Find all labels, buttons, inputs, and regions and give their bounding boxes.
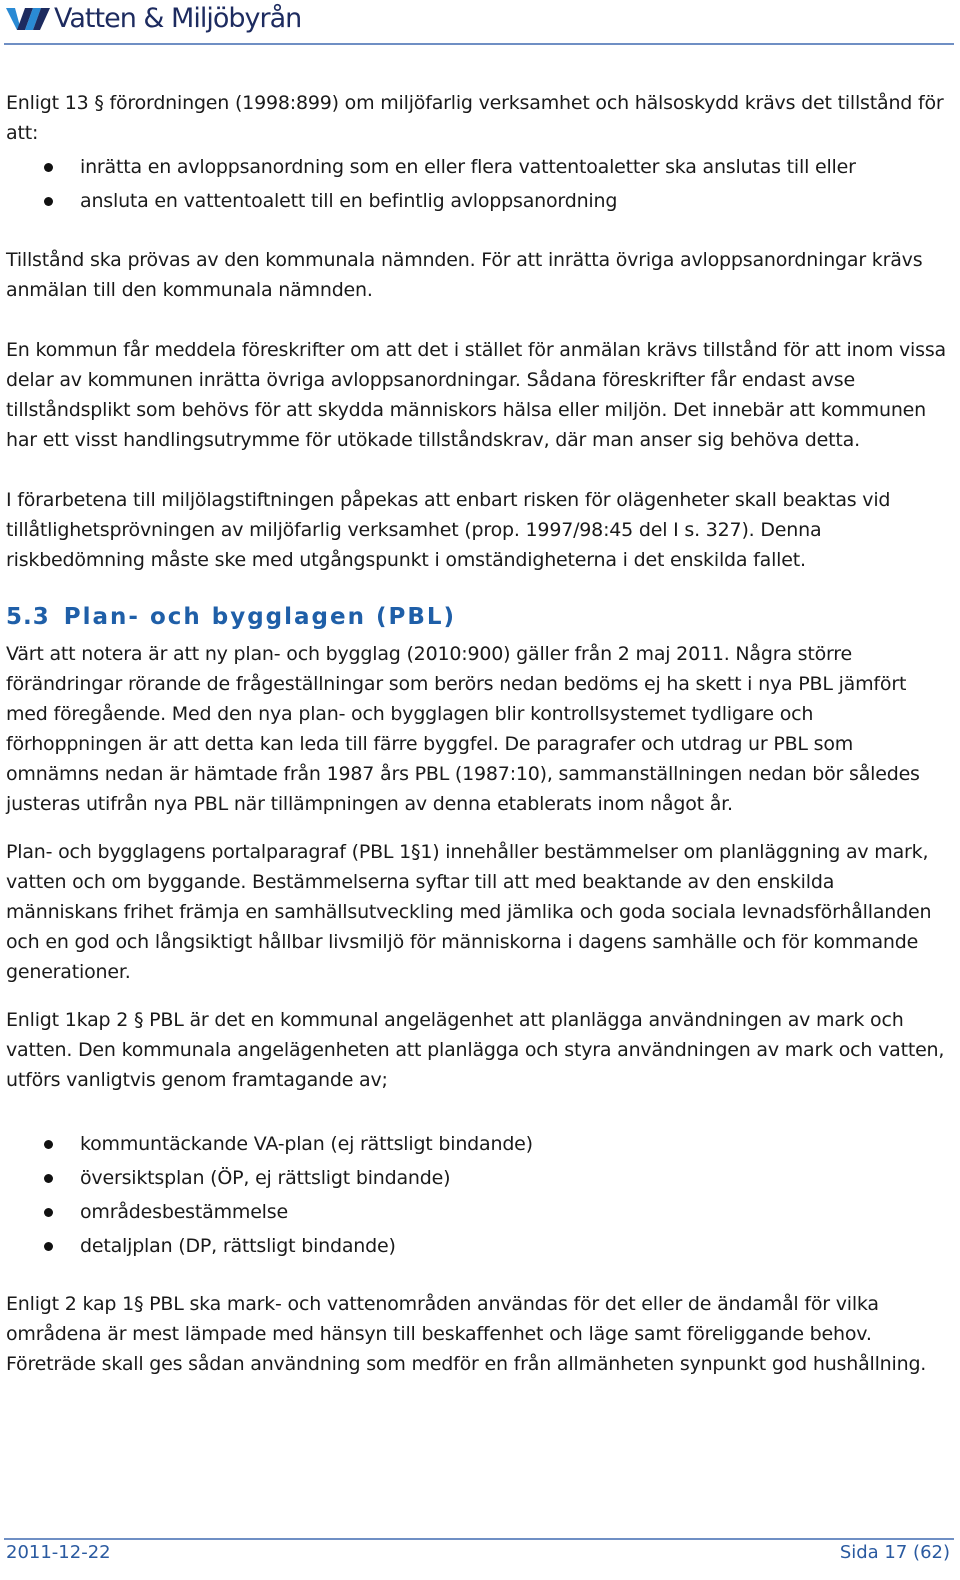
section-heading	[6, 602, 950, 632]
paragraph-3: En kommun får meddela föreskrifter om att det i stället för anmälan krävs tillstånd för att inom vissa delar av kommunen inrätta övriga avloppsanordningar. Sådana föreskrifter får endast avse tillståndsplikt som behövs för att skydda människors hälsa eller miljön. Det innebär att kommunen har ett visst handlingsutrymme för utökade tillståndskrav, där man anser sig behöva detta.	[6, 339, 946, 451]
bullet-icon	[44, 1242, 53, 1251]
footer-divider	[4, 1538, 954, 1540]
company-logo	[6, 2, 301, 36]
bullet-icon	[44, 1208, 53, 1217]
paragraph-8: Enligt 2 kap 1§ PBL ska mark- och vattenområden användas för det eller de ändamål för vilka områdena är mest lämpade med hänsyn till beskaffenhet och läge samt föreliggande behov. Företräde skall ges sådan användning som medför en från allmänheten synpunkt god hushållning.	[6, 1293, 927, 1375]
section-title: Plan- och bygglagen (PBL)	[63, 604, 457, 630]
header-divider	[4, 43, 954, 45]
bullet-icon	[44, 1174, 53, 1183]
footer-date: 2011-12-22	[6, 1542, 111, 1563]
paragraph-4: I förarbetena till miljölagstiftningen påpekas att enbart risken för olägenheter skall beaktas vid tillåtlighetsprövningen av miljöfarlig verksamhet (prop. 1997/98:45 del I s. 327). Denna riskbedömning måste ske med utgångspunkt i omständigheterna i det enskilda fallet.	[6, 489, 891, 571]
page-header	[0, 0, 960, 46]
document-body	[6, 88, 950, 1379]
paragraph-2: Tillstånd ska prövas av den kommunala nämnden. För att inrätta övriga avloppsanordningar krävs anmälan till den kommunala nämnden.	[6, 249, 923, 301]
list-item: inrätta en avloppsanordning som en eller flera vattentoaletter ska anslutas till eller	[6, 152, 950, 182]
wave-logo-icon	[6, 4, 52, 34]
section-number: 5.3	[6, 604, 50, 630]
bullet-icon	[44, 1140, 53, 1149]
list-item: kommuntäckande VA-plan (ej rättsligt bindande)	[6, 1127, 950, 1161]
paragraph-6: Plan- och bygglagens portalparagraf (PBL 1§1) innehåller bestämmelser om planläggning av mark, vatten och om byggande. Bestämmelserna syftar till att med beaktande av den enskilda människans frihet främja en samhällsutveckling med jämlika och goda sociala levnadsförhållanden och en god och långsiktigt hållbar livsmiljö för människorna i dagens samhälle och för kommande generationer.	[6, 841, 932, 983]
plan-bullet-list	[6, 1127, 950, 1263]
bullet-icon	[44, 197, 53, 206]
paragraph-1: Enligt 13 § förordningen (1998:899) om miljöfarlig verksamhet och hälsoskydd krävs det tillstånd för att:	[6, 92, 944, 144]
logo-text: Vatten & Miljöbyrån	[54, 3, 302, 34]
bullet-icon	[44, 163, 53, 172]
paragraph-7: Enligt 1kap 2 § PBL är det en kommunal angelägenhet att planlägga användningen av mark och vatten. Den kommunala angelägenheten att planlägga och styra användningen av mark och vatten, utförs vanligtvis genom framtagande av;	[6, 1009, 945, 1091]
paragraph-5: Värt att notera är att ny plan- och bygglag (2010:900) gäller från 2 maj 2011. Några större förändringar rörande de frågeställningar som berörs nedan bedöms ej ha skett i nya PBL jämfört med föregående. Med den nya plan- och bygglagen blir kontrollsystemet tydligare och förhoppningen är att detta kan leda till färre byggfel. De paragrafer och utdrag ur PBL som omnämns nedan är hämtade från 1987 års PBL (1987:10), sammanställningen nedan bör således justeras utifrån nya PBL när tillämpningen av denna etablerats inom något år.	[6, 643, 920, 815]
list-item: ansluta en vattentoalett till en befintlig avloppsanordning	[6, 186, 950, 216]
list-item: detaljplan (DP, rättsligt bindande)	[6, 1229, 950, 1263]
list-item: områdesbestämmelse	[6, 1195, 950, 1229]
list-item: översiktsplan (ÖP, ej rättsligt bindande)	[6, 1161, 950, 1195]
page-number: Sida 17 (62)	[839, 1542, 950, 1563]
permit-bullet-list	[6, 152, 950, 216]
